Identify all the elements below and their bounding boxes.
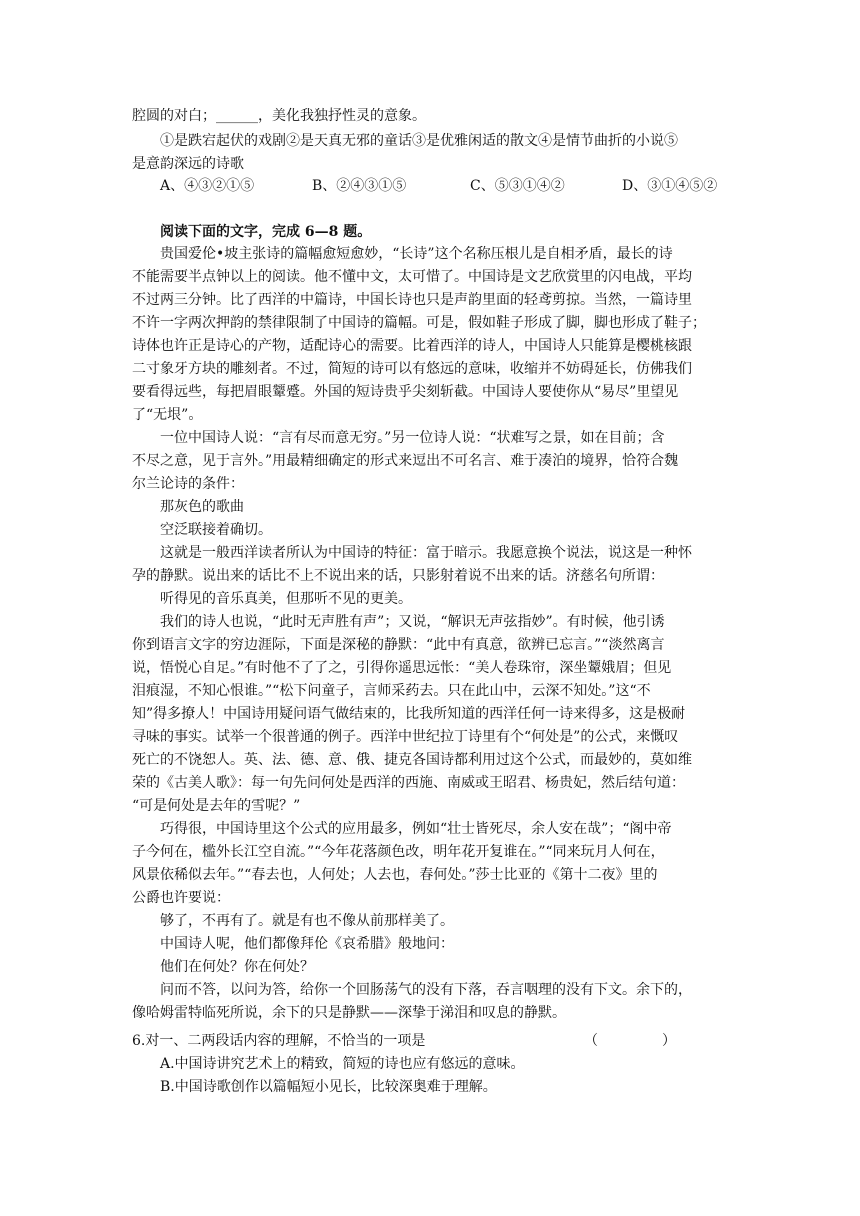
q6-option-b: B.中国诗歌创作以篇幅短小见长，比较深奥难于理解。 [160, 1079, 497, 1095]
passage-line: 风景依稀似去年。”“春去也，人何处；人去也，春何处。”莎士比亚的《第十二夜》里的 [132, 867, 658, 883]
q5-options [160, 175, 732, 197]
passage-line: 死亡的不饶恕人。英、法、德、意、俄、捷克各国诗都利用过这个公式，而最妙的，莫如维 [132, 752, 692, 768]
passage-line: 了“无垠”。 [132, 407, 203, 423]
q5-stem-end: 腔圆的对白；______，美化我独抒性灵的意象。 [132, 108, 426, 124]
passage-quote: 够了，不再有了。就是有也不像从前那样美了。 [160, 913, 454, 929]
q5-option-d: D、③①④⑤② [622, 178, 718, 194]
question-6 [132, 1030, 732, 1052]
q6-option-a: A.中国诗讲究艺术上的精致，简短的诗也应有悠远的意味。 [160, 1056, 525, 1072]
q5-items-line2: 是意韵深远的诗歌 [132, 156, 244, 172]
passage-line: “可是何处是去年的雪呢？” [132, 798, 301, 814]
passage-line: 尔兰论诗的条件： [132, 476, 244, 492]
passage-line: 一位中国诗人说：“言有尽而意无穷。”另一位诗人说：“状难写之景，如在目前；含 [160, 430, 665, 446]
q6-stem: 6.对一、二两段话内容的理解，不恰当的一项是 [132, 1033, 426, 1049]
q5-option-c: C、⑤③①④② [470, 178, 565, 194]
passage-quote: 空泛联接着确切。 [160, 522, 272, 538]
passage-line: 二寸象牙方块的雕刻者。不过，简短的诗可以有悠远的意味，收缩并不妨碍延长，仿佛我们 [132, 361, 692, 377]
passage-quote: 听得见的音乐真美，但那听不见的更美。 [160, 591, 412, 607]
reading-instruction: 阅读下面的文字，完成 6—8 题。 [160, 224, 372, 240]
passage-line: 寻味的事实。试举一个很普通的例子。西洋中世纪拉丁诗里有个“何处是”的公式，来慨叹 [132, 729, 679, 745]
q6-answer-paren-left: （ [584, 1033, 598, 1049]
passage-line: 公爵也许要说： [132, 890, 230, 906]
passage-line: 问而不答，以问为答，给你一个回肠荡气的没有下落，吞言咽理的没有下文。余下的， [160, 982, 692, 998]
passage-line: 泪痕湿，不知心恨谁。”“松下问童子，言师采药去。只在此山中，云深不知处。”这“不 [132, 683, 651, 699]
passage-line: 要看得远些，每把眉眼颦蹙。外国的短诗贵乎尖刻斩截。中国诗人要使你从“易尽”里望见 [132, 384, 679, 400]
passage-quote: 他们在何处？你在何处？ [160, 959, 314, 975]
passage-line: 这就是一般西洋读者所认为中国诗的特征：富于暗示。我愿意换个说法，说这是一种怀 [160, 545, 692, 561]
passage-quote: 那灰色的歌曲 [160, 499, 244, 515]
passage-line: 不尽之意，见于言外。”用最精细确定的形式来逗出不可名言、难于凑泊的境界，恰符合魏 [132, 453, 679, 469]
passage-line: 说，悟悦心自足。”有时他不了了之，引得你遥思远怅：“美人卷珠帘，深坐颦娥眉；但见 [132, 660, 672, 676]
q5-option-b: B、②④③①⑤ [312, 178, 407, 194]
passage-line: 知”得多撩人！中国诗用疑问语气做结束的，比我所知道的西洋任何一诗来得多，这是极耐 [132, 706, 686, 722]
passage-line: 荣的《古美人歌》：每一句先问何处是西洋的西施、南威或王昭君、杨贵妃，然后结句道： [132, 775, 685, 791]
q5-items-line1: ①是跌宕起伏的戏剧②是天真无邪的童话③是优雅闲适的散文④是情节曲折的小说⑤ [160, 133, 678, 149]
passage-line: 子今何在，槛外长江空自流。”“今年花落颜色改，明年花开复谁在。”“同来玩月人何在， [132, 844, 665, 860]
passage-line: 不过两三分钟。比了西洋的中篇诗，中国长诗也只是声韵里面的轻鸢剪掠。当然，一篇诗里 [132, 292, 692, 308]
passage-line: 中国诗人呢，他们都像拜伦《哀希腊》般地问： [160, 936, 454, 952]
passage-line: 孕的静默。说出来的话比不上不说出来的话，只影射着说不出来的话。济慈名句所谓： [132, 568, 664, 584]
passage-line: 像哈姆雷特临死所说，余下的只是静默——深挚于涕泪和叹息的静默。 [132, 1005, 566, 1021]
passage-line: 不许一字两次押韵的禁律限制了中国诗的篇幅。可是，假如鞋子形成了脚，脚也形成了鞋子； [132, 315, 706, 331]
q5-option-a: A、④③②①⑤ [160, 178, 255, 194]
passage-line: 你到语言文字的穷边涯际，下面是深秘的静默：“此中有真意，欲辨已忘言。”“淡然离言 [132, 637, 665, 653]
passage-line: 贵国爱伦•坡主张诗的篇幅愈短愈妙，“长诗”这个名称压根儿是自相矛盾，最长的诗 [160, 246, 673, 262]
passage-line: 不能需要半点钟以上的阅读。他不懂中文，太可惜了。中国诗是文艺欣赏里的闪电战，平均 [132, 269, 692, 285]
passage-line: 我们的诗人也说，“此时无声胜有声”；又说，“解识无声弦指妙”。有时候，他引诱 [160, 614, 665, 630]
q6-answer-paren-right: ） [662, 1033, 676, 1049]
passage-line: 巧得很，中国诗里这个公式的应用最多，例如“壮士皆死尽，余人安在哉”；“阁中帝 [160, 821, 672, 837]
passage-line: 诗体也许正是诗心的产物，适配诗心的需要。比着西洋的诗人，中国诗人只能算是樱桃核跟 [132, 338, 692, 354]
